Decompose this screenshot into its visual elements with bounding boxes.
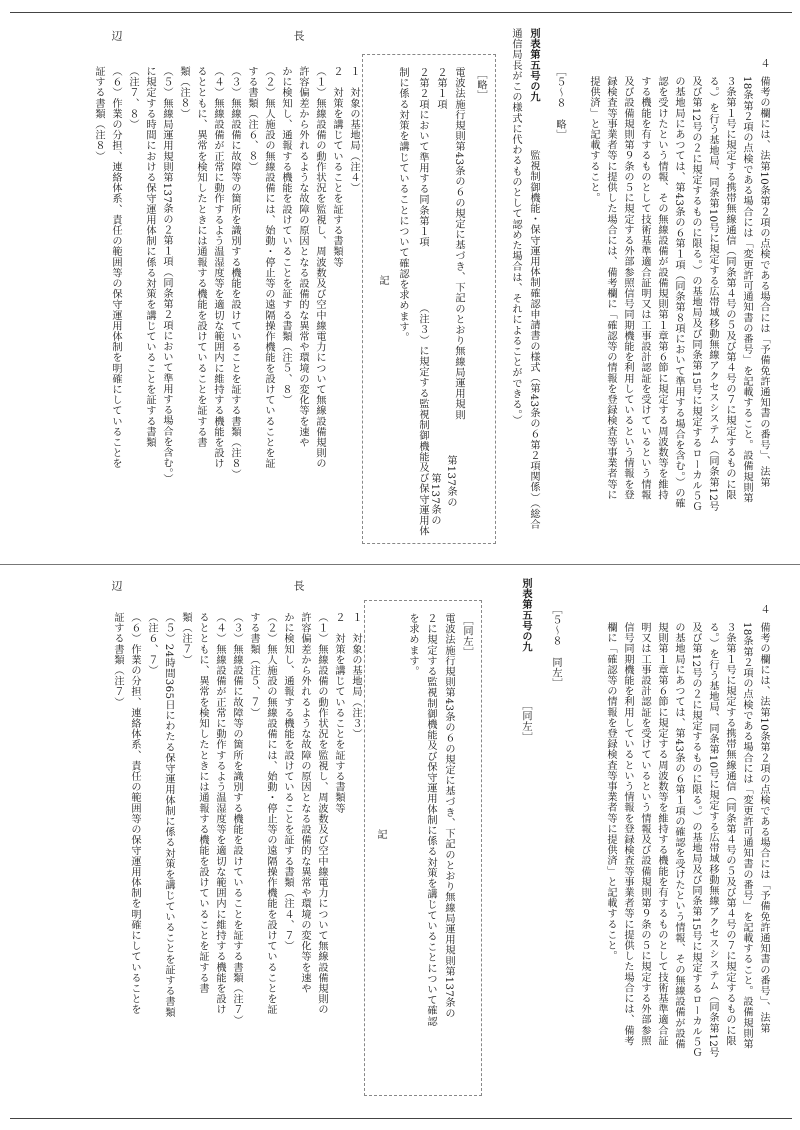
- lower-annex-heading: 別表第五号の九: [520, 578, 531, 653]
- lower-item-line: るとともに、異常を検知したときには通報する機能を設けていることを証する書: [197, 612, 208, 994]
- upper-side-bottom: 長: [292, 30, 305, 41]
- upper-para4-line: 及び第12号の２に規定するものに限る。）の基地局及び同条第15号に規定するローカル５Ｇ: [690, 76, 701, 512]
- lower-box-ki: 記: [375, 829, 386, 840]
- top-rule: [10, 12, 792, 13]
- lower-items: [92, 612, 364, 1102]
- upper-item-line: ２ 対策を講じていることを証する書類等: [331, 66, 342, 268]
- upper-item-line: るとともに、異常を検知したときには通報する機能を設けていることを証する書: [195, 66, 206, 448]
- upper-para4-line: の基地局にあつては、第43条の６第１項（同条第８項において準用する場合を含む。）の確: [673, 76, 684, 509]
- lower-item-line: 類（注７）: [180, 612, 191, 665]
- lower-side-bottom: 長: [292, 580, 305, 591]
- upper-item-line: 類（注８）: [178, 66, 189, 119]
- upper-annex-heading: 別表第五号の九: [528, 28, 539, 103]
- upper-para4-line: 及び設備規則第９条の５に規定する外部参照信号同期機能を利用しているという情報を登: [622, 76, 633, 500]
- upper-para4-number: ４: [758, 58, 769, 69]
- upper-box-side-a: 第137条の: [445, 455, 456, 508]
- lower-item-line: （２）無人施設の無線設備には、始動・停止等の遠隔操作機能を設けていることを証: [265, 612, 276, 1015]
- upper-item-line: （１）無線設備の動作状況を監視し、周波数及び空中線電力について無線設備規則の: [314, 66, 325, 469]
- upper-box-bracket: ［略］: [475, 69, 486, 101]
- lower-item-line: （３）無線設備に故障等の箇所を識別する機能を設けていることを証する書類（注７）: [231, 612, 242, 1026]
- lower-para4-line: 及び第12号の２に規定するものに限る。）の基地局及び同条第15号に規定するローカル５Ｇ: [690, 622, 701, 1058]
- upper-box-line3: ２第２項において準用する同条第１項: [417, 67, 428, 248]
- lower-para4-text: [602, 622, 772, 1102]
- lower-item-line: 証する書類（注７）: [112, 612, 123, 708]
- upper-item-line: （４）無線設備が正常に動作するよう温湿度等を適切な範囲内に維持する機能を設け: [212, 66, 223, 469]
- upper-item-line: に規定する時間における保守運用体制に係る対策を講じていることを証する書類: [144, 66, 155, 448]
- lower-side-top: 辺: [110, 580, 123, 591]
- lower-box-line2: ２に規定する監視制御機能及び保守運用体制に係る対策を講じていることについて確認: [425, 613, 436, 1027]
- lower-para4-line: 18条第２項の点検である場合には「変更許可通知書の番号」を記載すること。設備規則第: [741, 622, 752, 1050]
- lower-para4-line: 信号同期機能を利用しているという情報を登録検査等事業者等に提供した場合には、備考: [622, 622, 633, 1046]
- upper-omission: ［５～８ 略］: [554, 66, 565, 141]
- upper-item-line: する書類（注６、８）: [246, 66, 257, 172]
- lower-para4-line: 備考の欄には、法第10条第２項の点検である場合には「予備免許通知書の番号」、法第: [758, 622, 769, 1034]
- upper-para4-line: 認を受けたという情報、その無線設備が設備規則第１章第６節に規定する周波数等を維持: [656, 76, 667, 500]
- upper-box-line2: ２第１項: [435, 67, 446, 110]
- upper-para4-line: 提供済」と記載すること。: [588, 76, 599, 204]
- lower-item-line: （６）作業の分担、連絡体系、責任の範囲等の保守運用体制を明確にしていることを: [129, 612, 140, 1015]
- upper-item-line: （３）無線設備に故障等の箇所を識別する機能を設けていることを証する書類（注８）: [229, 66, 240, 480]
- lower-box-line1: 電波法施行規則第43条の６の規定に基づき、下記のとおり無線局運用規則第137条の: [443, 613, 454, 1019]
- lower-box-line3: を求めます。: [407, 613, 418, 677]
- lower-item-line: １ 対象の基地局（注３）: [350, 612, 361, 740]
- lower-para4-line: 欄に「確認等の情報を登録検査等事業者等に提供済」と記載すること。: [605, 622, 616, 962]
- lower-para4-line: る。）を行う基地局、同条第10号に規定する広帯域移動無線アクセスシステム（同条第12号: [707, 622, 718, 1058]
- upper-para4-line: 備考の欄には、法第10条第２項の点検である場合には「予備免許通知書の番号」、法第: [758, 76, 769, 488]
- upper-item-line: （２）無人施設の無線設備には、始動・停止等の遠隔操作機能を設けていることを証: [263, 66, 274, 469]
- lower-item-line: かに検知し、通報する機能を設けていることを証する書類（注４、７）: [282, 612, 293, 952]
- upper-items: [92, 66, 362, 546]
- upper-item-line: 許容偏差から外れるような故障の原因となる設備的な異常や環境の変化等を速や: [297, 66, 308, 448]
- lower-para4-number: ４: [758, 604, 769, 615]
- bottom-rule: [10, 1118, 792, 1119]
- upper-para4-line: する機能を有するものとして技術基準適合証明又は工事設計認証を受けているという情報: [639, 76, 650, 500]
- lower-para4-line: の基地局にあつては、第43条の６第１項の確認を受けたという情報、その無線設備が設備: [673, 622, 684, 1050]
- upper-box-side-b: 第137条の: [429, 473, 440, 526]
- upper-request-box: [362, 54, 496, 544]
- upper-annex-title-2: 通信局長がこの様式に代わるものとして認めた場合は、それによることができる。）: [510, 28, 521, 426]
- upper-para4-line: る。）を行う基地局、同条第10号に規定する広帯域移動無線アクセスシステム（同条第12号: [707, 76, 718, 512]
- upper-item-line: （５）無線局運用規則第137条の２第１項（同条第２項において準用する場合を含む。）: [161, 66, 172, 485]
- lower-omission: ［５～８ 同左］: [550, 604, 561, 689]
- upper-annex-title-1: 監視制御機能・保守運用体制確認申請書の様式（第43条の６第２項関係）（総合: [528, 150, 539, 530]
- lower-item-line: ２ 対策を講じていることを証する書類等: [333, 612, 344, 814]
- lower-para4-line: ３条第１号に規定する携帯無線通信（同条第４号の５及び第４号の７に規定するものに限: [724, 622, 735, 1046]
- upper-box-ki: 記: [377, 275, 388, 286]
- lower-item-line: （４）無線設備が正常に動作するよう温湿度等を適切な範囲内に維持する機能を設け: [214, 612, 225, 1015]
- upper-item-line: （６）作業の分担、連絡体系、責任の範囲等の保守運用体制を明確にしていることを: [110, 66, 121, 469]
- lower-item-line: （５）24時間365日にわたる保守運用体制に係る対策を講じていることを証する書類: [163, 612, 174, 1018]
- lower-annex-same: ［同左］: [520, 700, 531, 743]
- upper-item-line: １ 対象の基地局（注４）: [348, 66, 359, 194]
- upper-side-top: 辺: [110, 30, 123, 41]
- half-separator: [0, 564, 800, 565]
- upper-box-line5: 制に係る対策を講じていることについて確認を求めます。: [397, 67, 408, 343]
- upper-para4-line: 18条第２項の点検である場合には「変更許可通知書の番号」を記載すること。設備規則第: [741, 76, 752, 504]
- lower-item-line: （注６、７）: [146, 612, 157, 676]
- upper-box-line1: 電波法施行規則第43条の６の規定に基づき、下記のとおり無線局運用規則: [453, 67, 464, 420]
- upper-item-line: 証する書類（注８）: [93, 66, 104, 162]
- lower-para4-line: 規則第１章第６節に規定する周波数等を維持する機能を有するものとして技術基準適合証: [656, 622, 667, 1046]
- lower-request-box: [364, 600, 482, 1096]
- upper-para4-line: ３条第１号に規定する携帯無線通信（同条第４号の５及び第４号の７に規定するものに限: [724, 76, 735, 500]
- upper-box-line4: （注３）に規定する監視制御機能及び保守運用体: [417, 303, 428, 537]
- upper-para4-text: [585, 76, 772, 546]
- upper-item-line: （注７、８）: [127, 66, 138, 130]
- upper-item-line: かに検知し、通報する機能を設けていることを証する書類（注５、８）: [280, 66, 291, 406]
- lower-para4-line: 明又は工事設計認証を受けているという情報及び設備規則第９条の５に規定する外部参照: [639, 622, 650, 1046]
- upper-para4-line: 録検査等事業者等に提供した場合には、備考欄に「確認等の情報を登録検査等事業者等に: [605, 76, 616, 500]
- lower-item-line: 許容偏差から外れるような故障の原因となる設備的な異常や環境の変化等を速や: [299, 612, 310, 994]
- lower-item-line: する書類（注５、７）: [248, 612, 259, 718]
- lower-item-line: （１）無線設備の動作状況を監視し、周波数及び空中線電力について無線設備規則の: [316, 612, 327, 1015]
- lower-box-bracket: ［同左］: [461, 615, 472, 658]
